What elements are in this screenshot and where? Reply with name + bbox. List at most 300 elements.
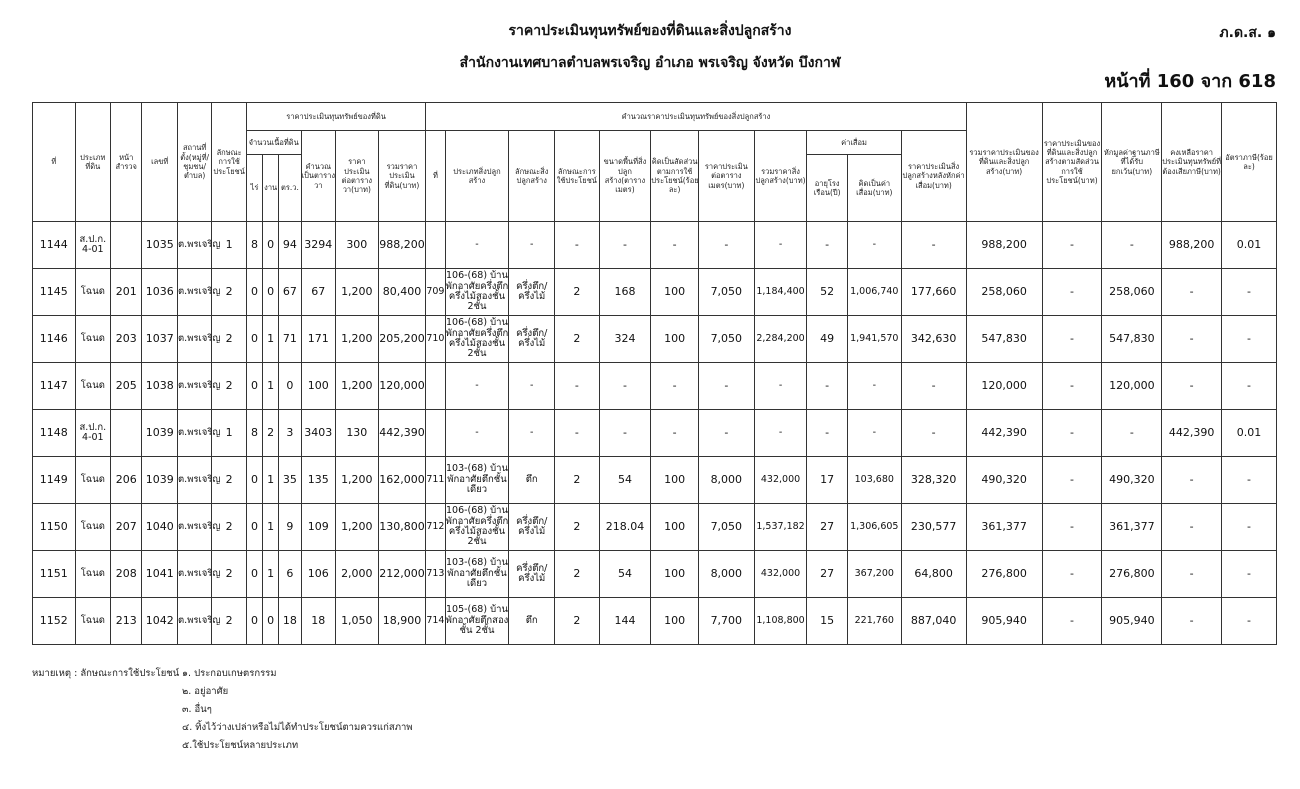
table-cell: 1150 — [33, 504, 76, 551]
th-age: อายุโรงเรือน(ปี) — [807, 155, 848, 222]
table-cell: - — [807, 222, 848, 269]
th-price-sqwa: ราคาประเมินต่อตารางวา(บาท) — [336, 131, 379, 222]
table-cell: 64,800 — [901, 551, 966, 598]
table-cell: 49 — [807, 316, 848, 363]
table-cell — [426, 410, 445, 457]
th-grand-total: รวมราคาประเมินของที่ดินและสิ่งปลูกสร้าง(บาท) — [966, 103, 1042, 222]
table-cell: 547,830 — [1102, 316, 1162, 363]
table-cell: 361,377 — [1102, 504, 1162, 551]
table-cell: 1149 — [33, 457, 76, 504]
table-cell: - — [1162, 363, 1222, 410]
table-cell: 1035 — [142, 222, 177, 269]
table-cell: 213 — [111, 598, 142, 645]
table-cell — [426, 363, 445, 410]
table-cell: - — [509, 363, 555, 410]
table-cell: 1 — [263, 457, 279, 504]
table-cell: - — [1042, 269, 1102, 316]
th-remaining-value: คงเหลือราคาประเมินทุนทรัพย์ที่ต้องเสียภาษี(บาท) — [1162, 103, 1222, 222]
table-cell: 2 — [212, 598, 246, 645]
table-cell: - — [1222, 316, 1277, 363]
table-cell: - — [1042, 457, 1102, 504]
table-cell — [111, 222, 142, 269]
th-building-pct: คิดเป็นสัดส่วนตามการใช้ประโยชน์(ร้อยละ) — [651, 131, 699, 222]
table-cell: - — [807, 363, 848, 410]
table-cell: - — [1222, 457, 1277, 504]
table-cell: 109 — [301, 504, 335, 551]
table-cell: 1037 — [142, 316, 177, 363]
table-cell: 361,377 — [966, 504, 1042, 551]
notes-label: หมายเหตุ : ลักษณะการใช้ประโยชน์ — [32, 668, 180, 679]
table-cell: - — [1042, 363, 1102, 410]
table-cell: 144 — [599, 598, 651, 645]
table-cell: - — [1222, 504, 1277, 551]
table-cell: - — [1042, 222, 1102, 269]
table-cell: 80,400 — [378, 269, 426, 316]
table-cell: 1 — [263, 551, 279, 598]
table-cell: 8,000 — [698, 551, 754, 598]
table-cell: 18 — [279, 598, 301, 645]
table-cell: 367,200 — [847, 551, 901, 598]
table-cell: 203 — [111, 316, 142, 363]
table-cell: 2 — [555, 316, 600, 363]
table-cell: - — [555, 363, 600, 410]
table-cell: 1 — [212, 410, 246, 457]
table-cell: โฉนด — [75, 457, 110, 504]
table-cell — [426, 222, 445, 269]
table-cell: 442,390 — [966, 410, 1042, 457]
table-row — [33, 551, 1277, 598]
table-cell: 100 — [651, 457, 699, 504]
th-group-depreciation: ค่าเสื่อม — [807, 131, 901, 155]
table-cell: 258,060 — [966, 269, 1042, 316]
table-cell: 2 — [212, 363, 246, 410]
table-cell: ต.พรเจริญ — [177, 598, 211, 645]
table-cell: 1042 — [142, 598, 177, 645]
table-cell: 206 — [111, 457, 142, 504]
table-row — [33, 316, 1277, 363]
table-cell: 8 — [246, 222, 262, 269]
table-cell: - — [599, 363, 651, 410]
table-cell: ต.พรเจริญ — [177, 551, 211, 598]
table-cell: 2,000 — [336, 551, 379, 598]
table-cell: 710 — [426, 316, 445, 363]
assessment-table — [32, 102, 1277, 645]
table-cell: 71 — [279, 316, 301, 363]
table-cell: - — [901, 363, 966, 410]
table-cell: 100 — [651, 598, 699, 645]
table-cell: 100 — [651, 504, 699, 551]
table-cell — [111, 410, 142, 457]
table-cell: 276,800 — [1102, 551, 1162, 598]
th-ratio-value: ราคาประเมินของที่ดินและสิ่งปลูกสร้างตามสัดส่วนการใช้ประโยชน์(บาท) — [1042, 103, 1102, 222]
table-cell: 106-(68) บ้านพักอาศัยครึ่งตึกครึ่งไม้สองชั้น 2ชั้น — [445, 504, 509, 551]
table-cell: 171 — [301, 316, 335, 363]
table-cell: 0 — [246, 269, 262, 316]
table-cell: 276,800 — [966, 551, 1042, 598]
table-cell: 67 — [301, 269, 335, 316]
table-row — [33, 410, 1277, 457]
table-cell: 988,200 — [1162, 222, 1222, 269]
th-land-total: รวมราคาประเมินที่ดิน(บาท) — [378, 131, 426, 222]
table-cell: 2 — [263, 410, 279, 457]
table-cell: 100 — [651, 316, 699, 363]
table-cell: - — [445, 363, 509, 410]
table-cell: 0 — [246, 457, 262, 504]
table-cell: 168 — [599, 269, 651, 316]
th-group-building: คำนวณราคาประเมินทุนทรัพย์ของสิ่งปลูกสร้าง — [426, 103, 966, 131]
table-cell: 1147 — [33, 363, 76, 410]
form-code: ภ.ด.ส. ๑ — [1219, 25, 1276, 41]
table-row — [33, 363, 1277, 410]
th-building-type: ประเภทสิ่งปลูกสร้าง — [445, 131, 509, 222]
th-building-no: ที่ — [426, 131, 445, 222]
table-cell: 442,390 — [1162, 410, 1222, 457]
table-cell: 6 — [279, 551, 301, 598]
table-cell: 1,006,740 — [847, 269, 901, 316]
table-cell: 1152 — [33, 598, 76, 645]
table-cell: ครึ่งตึก/ครึ่งไม้ — [509, 269, 555, 316]
table-cell: 205 — [111, 363, 142, 410]
table-cell: - — [1042, 551, 1102, 598]
table-cell: ต.พรเจริญ — [177, 457, 211, 504]
table-cell: 120,000 — [378, 363, 426, 410]
table-cell: โฉนด — [75, 551, 110, 598]
table-cell: - — [1222, 269, 1277, 316]
th-survey-page: หน้าสำรวจ — [111, 103, 142, 222]
table-cell: 94 — [279, 222, 301, 269]
table-cell: 103,680 — [847, 457, 901, 504]
table-cell: ครึ่งตึก/ครึ่งไม้ — [509, 316, 555, 363]
table-row — [33, 457, 1277, 504]
th-land-type: ประเภทที่ดิน — [75, 103, 110, 222]
table-cell: 1,200 — [336, 269, 379, 316]
th-building-total: รวมราคาสิ่งปลูกสร้าง(บาท) — [754, 131, 807, 222]
th-building-price: ราคาประเมินต่อตารางเมตร(บาท) — [698, 131, 754, 222]
table-cell: - — [651, 363, 699, 410]
table-cell: 0 — [246, 363, 262, 410]
table-cell: 120,000 — [1102, 363, 1162, 410]
note-item: ๒. อยู่อาศัย — [182, 686, 229, 697]
table-cell: 2 — [212, 457, 246, 504]
table-cell: 1 — [263, 504, 279, 551]
table-cell: 1038 — [142, 363, 177, 410]
table-cell: - — [1222, 598, 1277, 645]
table-cell: - — [599, 222, 651, 269]
table-cell: 1,537,182 — [754, 504, 807, 551]
note-item: ๓. อื่นๆ — [182, 704, 212, 715]
table-cell: 18,900 — [378, 598, 426, 645]
table-cell: 0 — [246, 598, 262, 645]
table-cell: 103-(68) บ้านพักอาศัยตึกชั้นเดียว — [445, 457, 509, 504]
table-cell: 54 — [599, 551, 651, 598]
table-cell: 258,060 — [1102, 269, 1162, 316]
table-cell: 709 — [426, 269, 445, 316]
table-cell: 300 — [336, 222, 379, 269]
table-cell: 442,390 — [378, 410, 426, 457]
table-cell: ต.พรเจริญ — [177, 504, 211, 551]
report-title: ราคาประเมินทุนทรัพย์ของที่ดินและสิ่งปลูกสร้าง — [508, 23, 792, 39]
table-cell: 1,200 — [336, 457, 379, 504]
table-row — [33, 269, 1277, 316]
table-cell: โฉนด — [75, 598, 110, 645]
table-cell: - — [901, 222, 966, 269]
table-cell: 0.01 — [1222, 222, 1277, 269]
table-cell: 212,000 — [378, 551, 426, 598]
table-cell: - — [698, 363, 754, 410]
table-cell: 988,200 — [966, 222, 1042, 269]
th-location: สถานที่ตั้ง(หมู่ที่/ชุมชน/ตำบล) — [177, 103, 211, 222]
table-cell: โฉนด — [75, 363, 110, 410]
table-cell: 7,050 — [698, 316, 754, 363]
table-cell: - — [1222, 363, 1277, 410]
table-cell: - — [1042, 316, 1102, 363]
table-cell: 1144 — [33, 222, 76, 269]
table-cell: 0 — [279, 363, 301, 410]
table-cell: 100 — [651, 269, 699, 316]
table-cell: 1,200 — [336, 363, 379, 410]
table-cell: 120,000 — [966, 363, 1042, 410]
table-cell: 8,000 — [698, 457, 754, 504]
table-cell: - — [599, 410, 651, 457]
table-cell: 2 — [212, 504, 246, 551]
th-tax-rate: อัตราภาษี(ร้อยละ) — [1222, 103, 1277, 222]
table-cell: - — [445, 222, 509, 269]
table-cell: 905,940 — [1102, 598, 1162, 645]
table-cell: 342,630 — [901, 316, 966, 363]
table-body — [33, 222, 1277, 645]
table-cell: 1036 — [142, 269, 177, 316]
table-cell: 712 — [426, 504, 445, 551]
table-cell: 221,760 — [847, 598, 901, 645]
table-cell: 7,050 — [698, 269, 754, 316]
table-cell: 490,320 — [1102, 457, 1162, 504]
th-number: เลขที่ — [142, 103, 177, 222]
table-cell: 1146 — [33, 316, 76, 363]
table-cell: 1 — [212, 222, 246, 269]
table-cell: 1039 — [142, 457, 177, 504]
table-cell: - — [1042, 504, 1102, 551]
table-cell: 2 — [555, 504, 600, 551]
table-cell: 711 — [426, 457, 445, 504]
table-cell: 1,200 — [336, 504, 379, 551]
table-cell: 1041 — [142, 551, 177, 598]
table-cell: - — [847, 363, 901, 410]
table-cell: - — [1162, 551, 1222, 598]
table-cell: 2 — [555, 551, 600, 598]
table-cell: 218.04 — [599, 504, 651, 551]
table-cell: 547,830 — [966, 316, 1042, 363]
table-cell: - — [651, 222, 699, 269]
table-cell: 1,108,800 — [754, 598, 807, 645]
table-cell: - — [555, 410, 600, 457]
table-cell: 105-(68) บ้านพักอาศัยตึกสองชั้น 2ชั้น — [445, 598, 509, 645]
table-cell: 162,000 — [378, 457, 426, 504]
th-group-area: จำนวนเนื้อที่ดิน — [246, 131, 301, 155]
table-cell: 106 — [301, 551, 335, 598]
table-cell: 106-(68) บ้านพักอาศัยครึ่งตึกครึ่งไม้สองชั้น 2ชั้น — [445, 316, 509, 363]
table-cell: โฉนด — [75, 269, 110, 316]
table-cell: - — [445, 410, 509, 457]
table-cell: - — [1162, 316, 1222, 363]
table-cell: - — [1162, 504, 1222, 551]
table-cell: 7,700 — [698, 598, 754, 645]
table-cell: 2 — [212, 551, 246, 598]
table-cell: 27 — [807, 504, 848, 551]
table-cell: 1039 — [142, 410, 177, 457]
table-cell: - — [754, 222, 807, 269]
table-cell: 100 — [651, 551, 699, 598]
page-number: หน้าที่ 160 จาก 618 — [1104, 71, 1276, 92]
table-cell: - — [901, 410, 966, 457]
table-cell: 1151 — [33, 551, 76, 598]
th-rai: ไร่ — [246, 155, 262, 222]
table-cell: 2 — [555, 457, 600, 504]
table-cell: - — [1162, 598, 1222, 645]
table-cell: 230,577 — [901, 504, 966, 551]
table-cell: 1145 — [33, 269, 76, 316]
table-cell: 67 — [279, 269, 301, 316]
table-cell: 7,050 — [698, 504, 754, 551]
table-cell: 1,306,605 — [847, 504, 901, 551]
table-cell: - — [1102, 410, 1162, 457]
table-cell: - — [698, 410, 754, 457]
table-cell: - — [1162, 269, 1222, 316]
table-cell: 207 — [111, 504, 142, 551]
th-sqwa: คำนวณเป็นตารางวา — [301, 131, 335, 222]
table-cell: 432,000 — [754, 457, 807, 504]
th-building-char: ลักษณะสิ่งปลูกสร้าง — [509, 131, 555, 222]
table-cell: 714 — [426, 598, 445, 645]
table-cell: 8 — [246, 410, 262, 457]
table-cell: 177,660 — [901, 269, 966, 316]
table-cell: 988,200 — [378, 222, 426, 269]
table-cell: ตึก — [509, 457, 555, 504]
table-cell: 15 — [807, 598, 848, 645]
table-cell: - — [847, 222, 901, 269]
table-cell: 2 — [555, 269, 600, 316]
table-cell: 3 — [279, 410, 301, 457]
note-item: ๑. ประกอบเกษตรกรรม — [182, 668, 277, 679]
table-cell: - — [754, 363, 807, 410]
table-cell: 17 — [807, 457, 848, 504]
table-cell: 887,040 — [901, 598, 966, 645]
table-cell: - — [509, 222, 555, 269]
table-cell: - — [1162, 457, 1222, 504]
table-cell: 0 — [263, 222, 279, 269]
th-group-land: ราคาประเมินทุนทรัพย์ของที่ดิน — [246, 103, 425, 131]
table-cell: ต.พรเจริญ — [177, 316, 211, 363]
table-cell: ต.พรเจริญ — [177, 222, 211, 269]
th-depreciation: คิดเป็นค่าเสื่อม(บาท) — [847, 155, 901, 222]
table-cell: ส.ป.ก. 4-01 — [75, 410, 110, 457]
table-cell: 1,200 — [336, 316, 379, 363]
note-item: ๕.ใช้ประโยชน์หลายประเภท — [182, 740, 299, 751]
table-cell: 0.01 — [1222, 410, 1277, 457]
table-cell: 201 — [111, 269, 142, 316]
table-cell: - — [1042, 598, 1102, 645]
table-cell: 103-(68) บ้านพักอาศัยตึกชั้นเดียว — [445, 551, 509, 598]
th-exempt-deduct: หักมูลค่าฐานภาษีที่ได้รับยกเว้น(บาท) — [1102, 103, 1162, 222]
table-row — [33, 222, 1277, 269]
table-cell: 1148 — [33, 410, 76, 457]
table-cell: 324 — [599, 316, 651, 363]
table-cell: 1,184,400 — [754, 269, 807, 316]
table-cell: 2,284,200 — [754, 316, 807, 363]
table-cell: - — [651, 410, 699, 457]
table-cell: โฉนด — [75, 316, 110, 363]
table-cell: 432,000 — [754, 551, 807, 598]
table-cell: ต.พรเจริญ — [177, 269, 211, 316]
th-wa: ตร.ว. — [279, 155, 301, 222]
table-cell: - — [555, 222, 600, 269]
table-cell: 2 — [555, 598, 600, 645]
table-cell: - — [509, 410, 555, 457]
table-cell: 3403 — [301, 410, 335, 457]
note-item: ๔. ทิ้งไว้ว่างเปล่าหรือไม่ได้ทำประโยชน์ตามควรแก่สภาพ — [182, 722, 413, 733]
th-building-area: ขนาดพื้นที่สิ่งปลูกสร้าง(ตารางเมตร) — [599, 131, 651, 222]
table-cell: 0 — [246, 316, 262, 363]
table-cell: - — [1102, 222, 1162, 269]
th-building-use: ลักษณะการใช้ประโยชน์ — [555, 131, 600, 222]
table-cell: 130 — [336, 410, 379, 457]
table-cell: ครึ่งตึก/ครึ่งไม้ — [509, 504, 555, 551]
table-cell: - — [754, 410, 807, 457]
table-cell: 130,800 — [378, 504, 426, 551]
table-cell: 2 — [212, 316, 246, 363]
table-cell: - — [1042, 410, 1102, 457]
table-cell: 713 — [426, 551, 445, 598]
table-cell: - — [807, 410, 848, 457]
th-no: ที่ — [33, 103, 76, 222]
table-cell: 1 — [263, 363, 279, 410]
table-cell: 106-(68) บ้านพักอาศัยครึ่งตึกครึ่งไม้สองชั้น 2ชั้น — [445, 269, 509, 316]
table-cell: 1 — [263, 316, 279, 363]
table-cell: - — [1222, 551, 1277, 598]
table-cell: 1,941,570 — [847, 316, 901, 363]
table-cell: - — [698, 222, 754, 269]
office-subtitle: สำนักงานเทศบาลตำบลพรเจริญ อำเภอ พรเจริญ จังหวัด บึงกาฬ — [459, 55, 841, 71]
table-cell: ตึก — [509, 598, 555, 645]
table-cell: 35 — [279, 457, 301, 504]
table-cell: 27 — [807, 551, 848, 598]
table-cell: ส.ป.ก. 4-01 — [75, 222, 110, 269]
table-cell: 54 — [599, 457, 651, 504]
table-cell: 2 — [212, 269, 246, 316]
table-cell: 3294 — [301, 222, 335, 269]
table-cell: ครึ่งตึก/ครึ่งไม้ — [509, 551, 555, 598]
table-cell: 0 — [263, 598, 279, 645]
table-cell: ต.พรเจริญ — [177, 410, 211, 457]
table-cell: 9 — [279, 504, 301, 551]
table-cell: ต.พรเจริญ — [177, 363, 211, 410]
th-usage: ลักษณะการใช้ประโยชน์ — [212, 103, 246, 222]
table-cell: 0 — [246, 504, 262, 551]
table-row — [33, 598, 1277, 645]
table-cell: 18 — [301, 598, 335, 645]
table-cell: 135 — [301, 457, 335, 504]
table-cell: 0 — [246, 551, 262, 598]
table-cell: 905,940 — [966, 598, 1042, 645]
table-cell: 1,050 — [336, 598, 379, 645]
th-ngan: งาน — [263, 155, 279, 222]
table-cell: 208 — [111, 551, 142, 598]
table-cell: - — [847, 410, 901, 457]
table-cell: 205,200 — [378, 316, 426, 363]
table-cell: 0 — [263, 269, 279, 316]
table-cell: โฉนด — [75, 504, 110, 551]
table-row — [33, 504, 1277, 551]
table-cell: 52 — [807, 269, 848, 316]
